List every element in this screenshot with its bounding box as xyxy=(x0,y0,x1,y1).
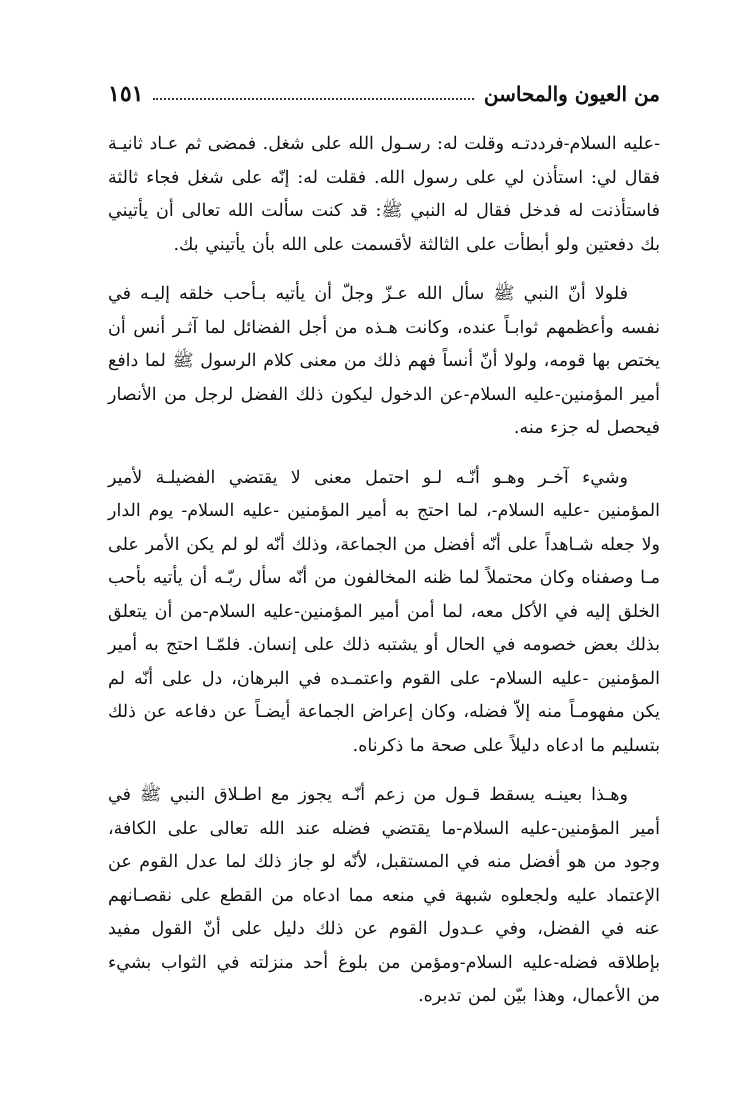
body-text xyxy=(108,128,660,1014)
paragraph-3: وشيء آخـر وهـو أنّـه لـو احتمل معنى لا يقتضي الفضيلـة لأمير المؤمنين -عليه السلام-، لما احتج به أمير المؤمنين -عليه السلام- يوم الدار ولا جعله شـاهداً على أنّه أفضل من الجماعة، وذلك أنّه لو لم يكن الأمر على مـا وصفناه وكان محتملاً لما ظنه المخالفون من أنّه سأل ربّـه أن يأتيه بأحب الخلق إليه في الأكل معه، لما أمن أمير المؤمنين-عليه السلام-من أن يتعلق بذلك بعض خصومه في الحال أو يشتبه ذلك على إنسان. فلمّـا احتج به أمير المؤمنين -عليه السلام- على القوم واعتمـده في البرهان، دل على أنّه لم يكن مفهومـاً منه إلاّ فضله، وكان إعراض الجماعة أيضـاً عن دفاعه عن ذلك بتسليم ما ادعاه دليلاً على صحة ما ذكرناه. xyxy=(108,467,660,756)
running-header xyxy=(108,76,660,112)
paragraph-4: وهـذا بعينـه يسقط قـول من زعم أنّـه يجوز مع اطـلاق النبي ﷺ في أمير المؤمنين-عليه السلام-ما يقتضي فضله عند الله تعالى على الكافة، وجود من هو أفضل منه في المستقبل، لأنّه لو جاز ذلك لما عدل القوم عن الإعتماد عليه ولجعلوه شبهة في منعه مما ادعاه من القطع على نقصـانهم عنه في الفضل، وفي عـدول القوم عن ذلك دليل على أنّ القول مفيد بإطلاقه فضله-عليه السلام-ومؤمن من بلوغ أحد منزلته في الثواب بشيء من الأعمال، وهذا بيّن لمن تدبره. xyxy=(108,785,660,1006)
dotted-leader xyxy=(153,98,473,100)
running-header-title: من العيون والمحاسن xyxy=(483,82,660,106)
paragraph-2: فلولا أنّ النبي ﷺ سأل الله عـزّ وجلّ أن يأتيه بـأحب خلقه إليـه في نفسه وأعظمهم ثوابـاً عنده، وكانت هـذه من أجل الفضائل لما آثـر أنس أن يختص بها قومه، ولولا أنّ أنساً فهم ذلك من معنى كلام الرسول ﷺ لما دافع أمير المؤمنين-عليه السلام-عن الدخول ليكون ذلك الفضل لرجل من الأنصار فيحصل له جزء منه. xyxy=(108,284,660,438)
paragraph-1: -عليه السلام-فرددتـه وقلت له: رسـول الله على شغل. فمضى ثم عـاد ثانيـة فقال لي: استأذن لي على رسول الله. فقلت له: إنّه على شغل فجاء ثالثة فاستأذنت له فدخل فقال له النبي ﷺ: قد كنت سألت الله تعالى أن يأتيني بك دفعتين ولو أبطأت على الثالثة لأقسمت على الله بأن يأتيني بك. xyxy=(108,134,660,255)
page-number: ١٥١ xyxy=(108,81,144,107)
